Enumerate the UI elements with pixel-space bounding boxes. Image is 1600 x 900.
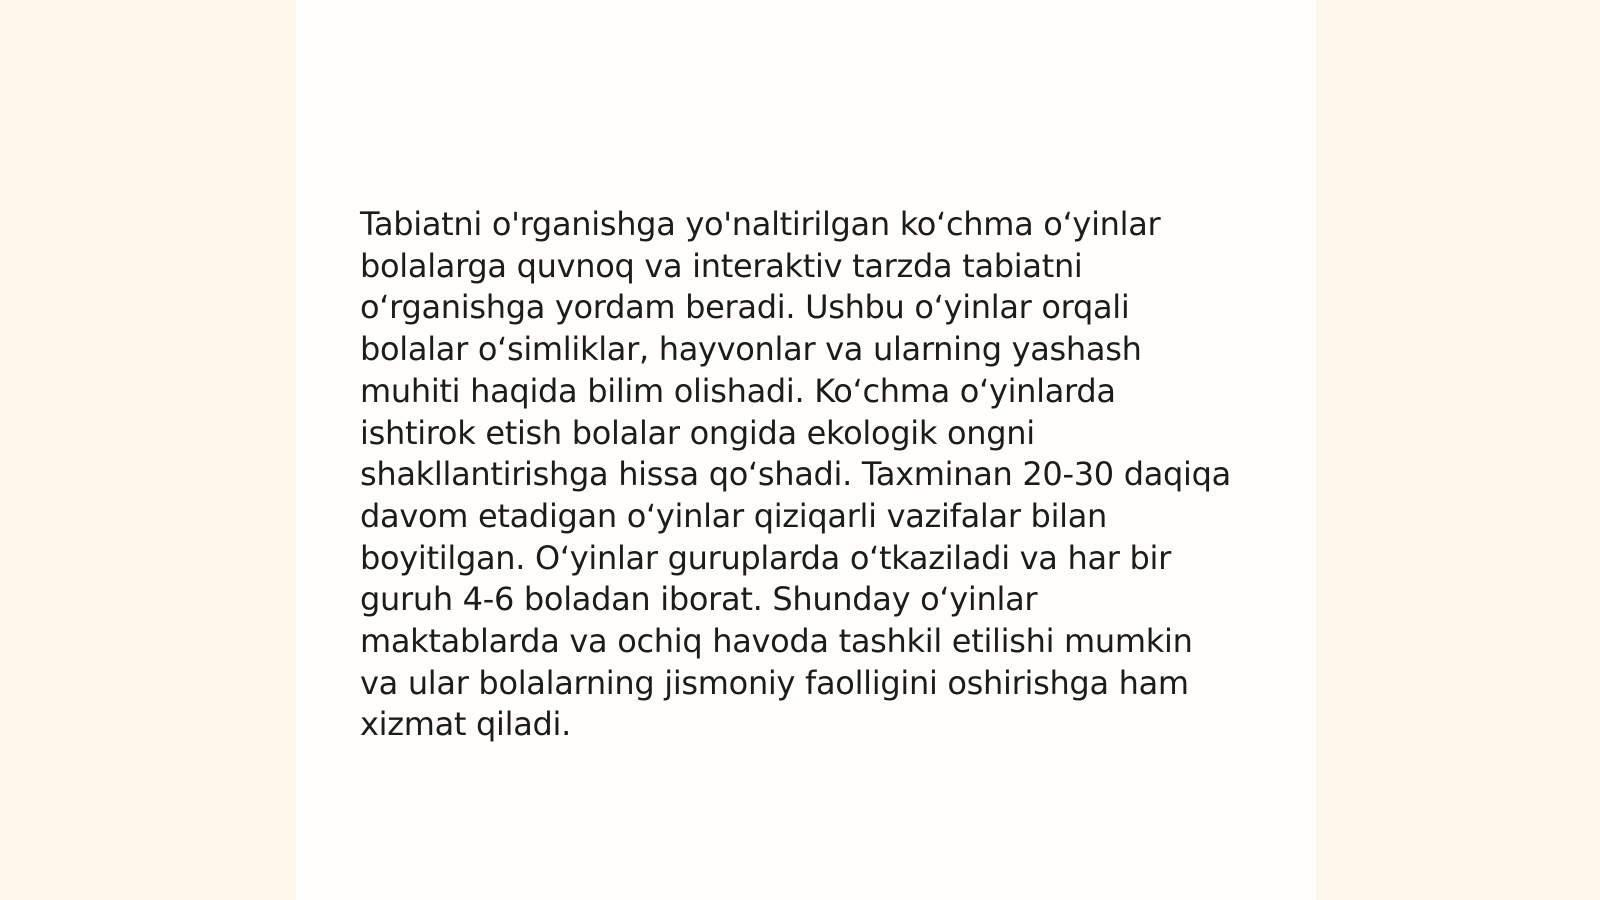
slide-body-text: Tabiatni o'rganishga yo'naltirilgan ko‘chma o‘yinlar bolalarga quvnoq va interaktiv tarzda tabiatni o‘rganishga yordam beradi. Ushbu o‘yinlar orqali bolalar o‘simliklar, hayvonlar va ularning yashash muhiti haqida bilim olishadi. Ko‘chma o‘yinlarda ishtirok etish bolalar ongida ekologik ongni shakllantirishga hissa qo‘shadi. Taxminan 20-30 daqiqa davom etadigan o‘yinlar qiziqarli vazifalar bilan boyitilgan. O‘yinlar guruplarda o‘tkaziladi va har bir guruh 4-6 boladan iborat. Shunday o‘yinlar maktablarda va ochiq havoda tashkil etilishi mumkin va ular bolalarning jismoniy faolligini oshirishga ham xizmat qiladi. [360, 205, 1231, 744]
slide-page [296, 0, 1316, 900]
